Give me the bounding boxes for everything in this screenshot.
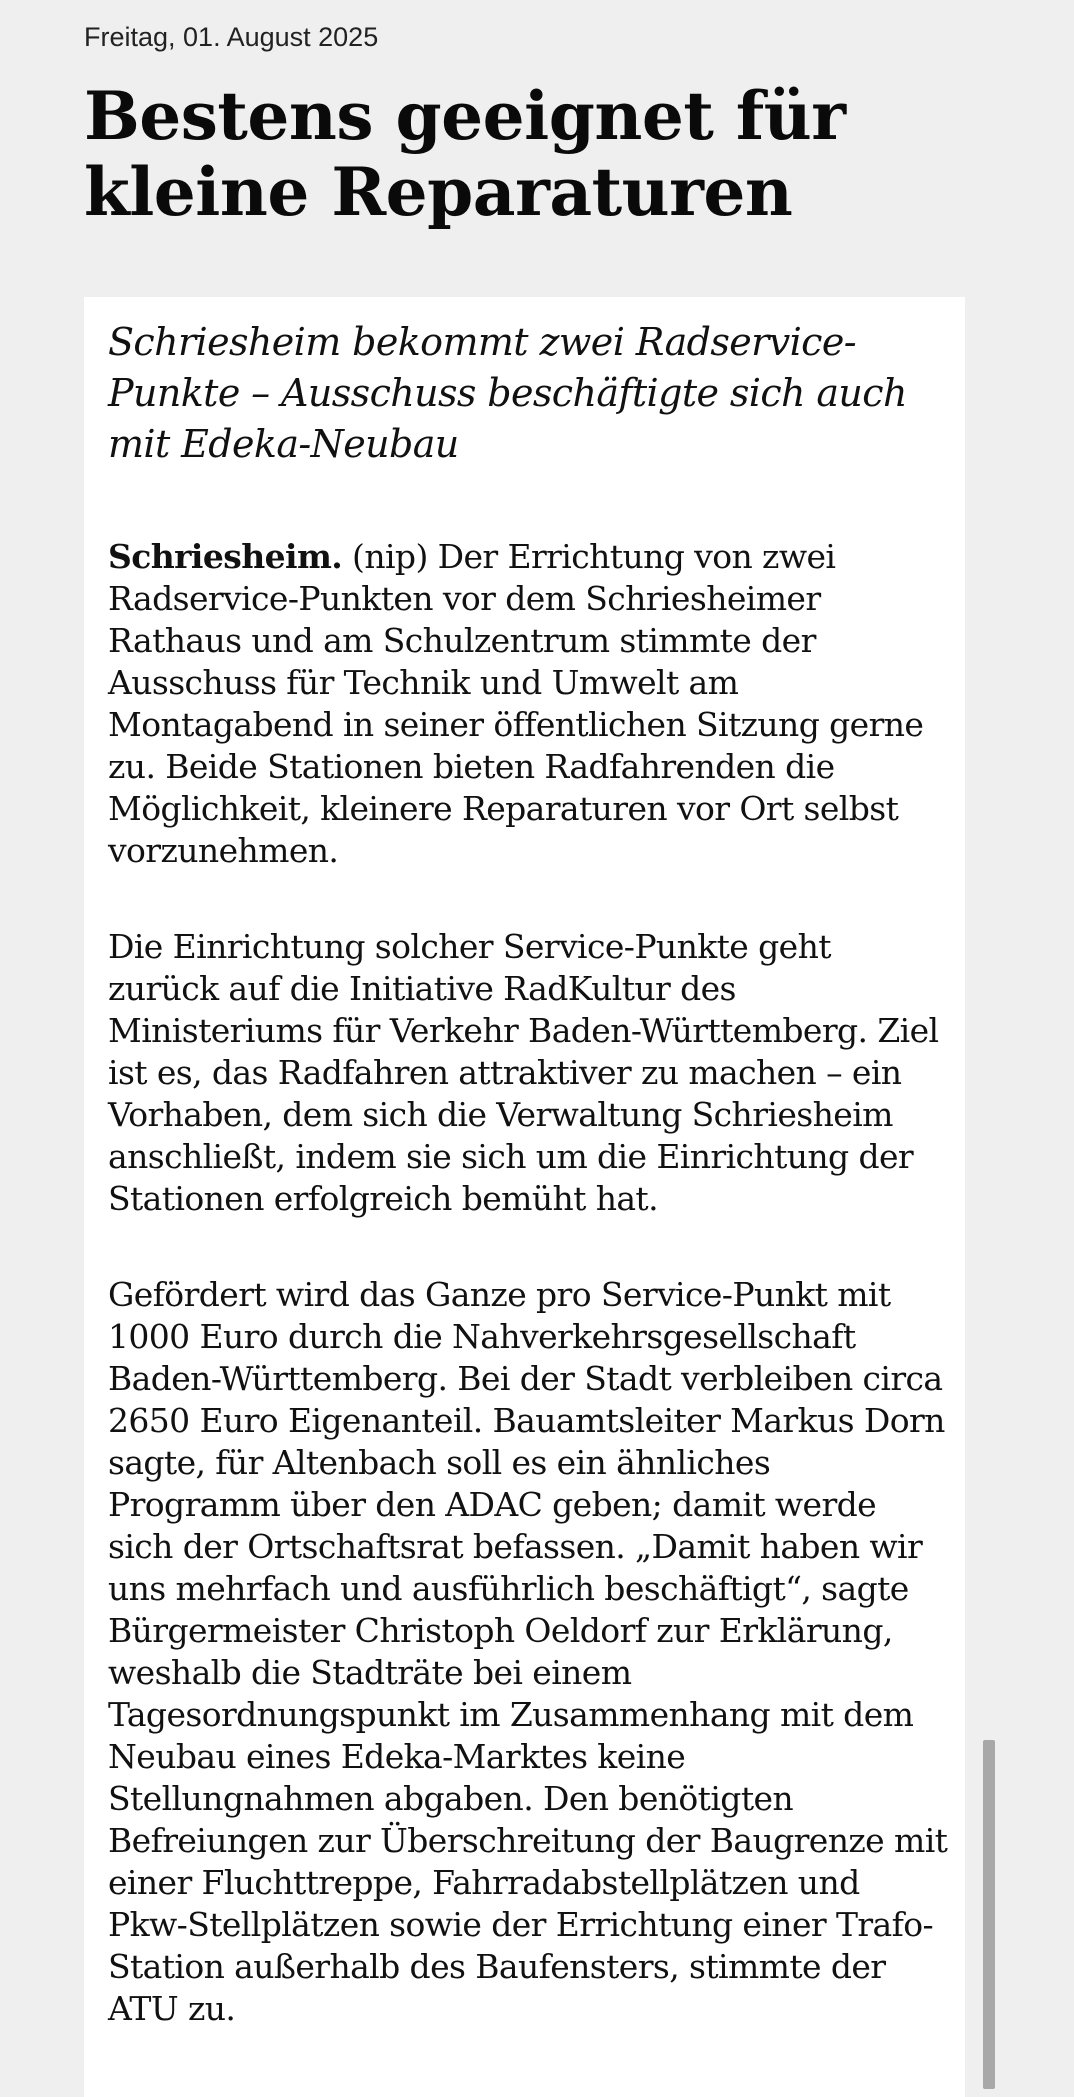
article-paragraph-3: Gefördert wird das Ganze pro Service-Punkt mit 1000 Euro durch die Nahverkehrsgesellschaft Baden-Württemberg. Bei der Stadt verbleiben circa 2650 Euro Eigenanteil. Bauamtsleiter Markus Dorn sagte, für Altenbach soll es ein ähnliches Programm über den ADAC geben; damit werde sich der Ortschaftsrat befassen. „Damit haben wir uns mehrfach und ausführlich beschäftigt“, sagte Bürgermeister Christoph Oeldorf zur Erklärung, weshalb die Stadträte bei einem Tagesordnungspunkt im Zusammenhang mit dem Neubau eines Edeka-Marktes keine Stellungnahmen abgaben. Den benötigten Befreiungen zur Überschreitung der Baugrenze mit einer Fluchttreppe, Fahrradabstellplätzen und Pkw-Stellplätzen sowie der Errichtung einer Trafo-Station außerhalb des Baufensters, stimmte der ATU zu. [108, 1275, 948, 2028]
article-body-card [84, 297, 965, 2097]
article-paragraph-2: Die Einrichtung solcher Service-Punkte geht zurück auf die Initiative RadKultur des Ministeriums für Verkehr Baden-Württemberg. Ziel ist es, das Radfahren attraktiver zu machen – ein Vorhaben, dem sich die Verwaltung Schriesheim anschließt, indem sie sich um die Einrichtung der Stationen erfolgreich bemüht hat. [108, 927, 939, 1218]
article-dateline: Schriesheim. [108, 537, 343, 576]
article-paragraph-1-text: (nip) Der Errichtung von zwei Radservice-Punkten vor dem Schriesheimer Rathaus und am Schulzentrum stimmte der Ausschuss für Technik und Umwelt am Montagabend in seiner öffentlichen Sitzung gerne zu. Beide Stationen bieten Radfahrenden die Möglichkeit, kleinere Reparaturen vor Ort selbst vorzunehmen. [108, 537, 924, 870]
article-paragraph-1 [108, 536, 948, 872]
article-headline: Bestens geeignet für kleine Reparaturen [84, 77, 846, 231]
article-date: Freitag, 01. August 2025 [84, 22, 379, 52]
scrollbar-thumb[interactable] [983, 1740, 995, 2089]
article-content [108, 317, 948, 2030]
article-subheadline: Schriesheim bekommt zwei Radservice-Punkte – Ausschuss beschäftigte sich auch mit Edeka-Neubau [108, 320, 907, 466]
